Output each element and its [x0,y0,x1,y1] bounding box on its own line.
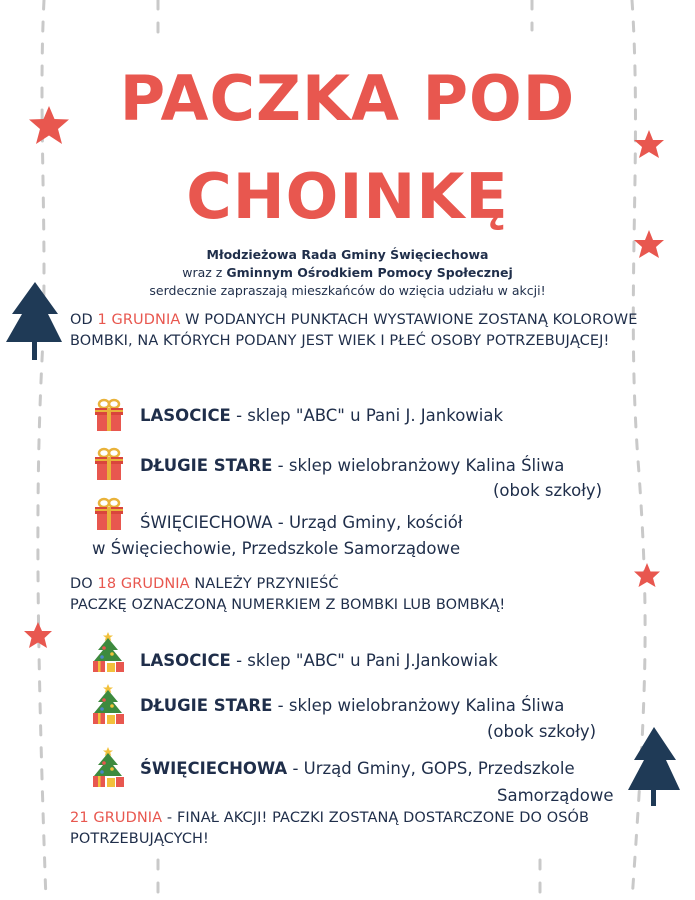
gift-icon [93,398,125,432]
list-item [140,648,498,673]
step2-prefix: DO [70,576,93,592]
list-item [140,510,463,535]
step2-line-2: PACZKĘ OZNACZONĄ NUMERKIEM Z BOMBKI LUB BOMBKĄ! [70,597,506,613]
christmas-tree-icon [90,632,126,674]
location-place: DŁUGIE STARE [140,696,273,715]
step1-text [70,310,640,352]
list-item [140,693,564,718]
step1-body: W PODANYCH PUNKTACH WYSTAWIONE ZOSTANĄ KOLOROWE BOMBKI, NA KTÓRYCH PODANY JEST WIEK I PŁEĆ OSOBY POTRZEBUJĄCEJ! [70,312,638,349]
intro-invitation: serdecznie zapraszają mieszkańców do wzięcia udziału w akcji! [149,283,546,298]
list-item [140,403,503,428]
location-place: ŚWIĘCIECHOWA [140,513,273,532]
location-desc: - sklep wielobranżowy Kalina Śliwa [277,696,565,715]
location-desc: - Urząd Gminy, GOPS, Przedszkole [292,759,575,778]
christmas-tree-icon [90,684,126,726]
dashed-line-bottom-center [158,860,540,900]
gift-icon [93,497,125,531]
christmas-tree-icon [90,747,126,789]
final-text [70,808,630,850]
location-desc-continued: w Święciechowie, Przedszkole Samorządowe [92,539,461,558]
gift-icon [93,447,125,481]
title-line-2: CHOINKĘ [186,160,509,233]
dashed-line-top-center [158,0,532,32]
location-place: DŁUGIE STARE [140,456,273,475]
location-desc: - Urząd Gminy, kościół [277,513,463,532]
partner-name: Gminnym Ośrodkiem Pomocy Społecznej [226,265,513,280]
location-desc: - sklep wielobranżowy Kalina Śliwa [277,456,565,475]
location-desc: - sklep "ABC" u Pani J. Jankowiak [236,406,504,425]
location-place: LASOCICE [140,406,231,425]
list-item [140,453,564,478]
step1-prefix: OD [70,312,93,328]
step1-date: 1 GRUDNIA [97,312,181,328]
location-desc-continued: (obok szkoły) [493,481,603,500]
location-desc: - sklep "ABC" u Pani J.Jankowiak [236,651,498,670]
org-name: Młodzieżowa Rada Gminy Święciechowa [206,247,489,262]
list-item [140,756,575,781]
intro-org [0,246,695,264]
final-body: - FINAŁ AKCJI! PACZKI ZOSTANĄ DOSTARCZONE DO OSÓB POTRZEBUJĄCYCH! [70,810,590,847]
step2-date: 18 GRUDNIA [97,576,190,592]
location-place: LASOCICE [140,651,231,670]
step2-line-1 [70,574,640,595]
step2-body-1: NALEŻY PRZYNIEŚĆ [194,576,339,592]
intro-partner-line [0,264,695,282]
location-desc-continued: Samorządowe [497,786,614,805]
title-line-1: PACZKA POD [119,62,576,135]
final-date: 21 GRUDNIA [70,810,163,826]
location-place: ŚWIĘCIECHOWA [140,759,288,778]
location-desc-continued: (obok szkoły) [487,722,597,741]
with-prefix: wraz z [182,265,223,280]
step2-text [70,574,640,616]
